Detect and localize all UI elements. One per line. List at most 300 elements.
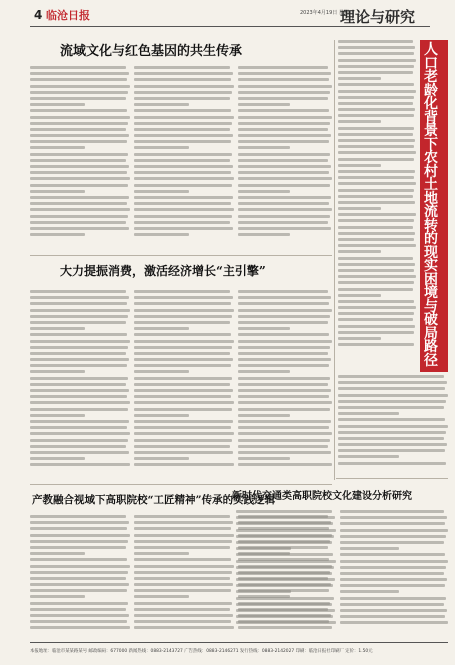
text-line-placeholder [134,552,189,555]
text-line-placeholder [338,288,413,291]
text-line-placeholder [236,572,332,575]
text-line-placeholder [236,560,336,563]
text-line-placeholder [236,529,336,532]
text-line-placeholder [338,201,415,204]
text-line-placeholder [30,165,129,168]
text-line-placeholder [30,383,126,386]
text-line-placeholder [236,590,291,593]
text-line-placeholder [134,408,232,411]
text-line-placeholder [30,346,128,349]
text-line-placeholder [30,451,129,454]
text-line-placeholder [30,401,130,404]
text-line-placeholder [134,583,233,586]
text-line-placeholder [338,127,414,130]
text-line-placeholder [340,615,445,618]
text-line-placeholder [134,202,231,205]
text-line-placeholder [134,414,189,417]
masthead-rule [30,26,430,27]
text-line-placeholder [338,102,413,105]
text-line-placeholder [238,296,331,299]
text-line-placeholder [238,146,290,149]
text-line-placeholder [134,546,230,549]
text-line-placeholder [134,432,234,435]
text-line-placeholder [238,116,332,119]
text-line-placeholder [238,215,330,218]
text-line-placeholder [134,208,234,211]
text-line-placeholder [338,96,414,99]
text-line-placeholder [134,97,230,100]
text-line-placeholder [338,207,381,210]
text-line-placeholder [338,331,414,334]
text-line-placeholder [30,602,128,605]
text-line-placeholder [134,215,232,218]
text-line-placeholder [134,571,232,574]
text-line-placeholder [340,535,446,538]
text-line-placeholder [134,439,232,442]
text-line-placeholder [238,309,332,312]
text-line-placeholder [30,315,128,318]
text-line-placeholder [134,290,230,293]
text-line-placeholder [338,158,414,161]
text-line-placeholder [30,577,126,580]
text-line-placeholder [134,614,233,617]
text-line-placeholder [30,202,127,205]
text-line-placeholder [30,208,130,211]
text-line-placeholder [338,425,448,428]
text-line-placeholder [30,414,85,417]
text-line-placeholder [338,170,415,173]
text-line-placeholder [30,184,128,187]
text-line-placeholder [238,321,328,324]
article-title-5: 人口老龄化背景下农村土地流转的现实困境与破局路径 [424,42,438,369]
text-line-placeholder [238,383,328,386]
text-line-placeholder [30,153,128,156]
text-line-placeholder [134,602,232,605]
divider [30,484,332,485]
text-line-placeholder [338,462,446,465]
text-line-placeholder [30,146,85,149]
text-line-placeholder [30,227,129,230]
divider [336,478,448,479]
text-line-placeholder [134,165,233,168]
text-line-placeholder [30,445,126,448]
text-line-placeholder [338,133,413,136]
text-line-placeholder [238,358,331,361]
text-line-placeholder [30,377,128,380]
article-body-5 [338,40,416,370]
text-line-placeholder [338,151,416,154]
text-line-placeholder [30,432,130,435]
text-line-placeholder [338,443,447,446]
text-line-placeholder [338,232,415,235]
text-line-placeholder [134,315,232,318]
text-line-placeholder [134,116,234,119]
text-line-placeholder [340,578,447,581]
text-line-placeholder [238,227,331,230]
divider [30,255,332,256]
text-line-placeholder [134,233,189,236]
text-line-placeholder [238,420,331,423]
text-line-placeholder [30,620,127,623]
text-line-placeholder [134,190,189,193]
text-line-placeholder [30,395,127,398]
text-line-placeholder [338,455,399,458]
text-line-placeholder [340,597,446,600]
text-line-placeholder [30,608,126,611]
text-line-placeholder [238,432,332,435]
article-body-1 [30,66,130,252]
date-line: 2023年4月19日 星期三 [300,10,354,16]
text-line-placeholder [30,109,127,112]
text-line-placeholder [338,71,413,74]
text-line-placeholder [238,327,290,330]
text-line-placeholder [338,176,414,179]
text-line-placeholder [134,589,231,592]
text-line-placeholder [236,566,334,569]
text-line-placeholder [238,177,332,180]
text-line-placeholder [238,389,331,392]
article-title-4: 新时代交通类高职院校文化建设分析研究 [232,491,412,502]
text-line-placeholder [338,312,414,315]
text-line-placeholder [134,558,231,561]
text-line-placeholder [134,103,189,106]
text-line-placeholder [236,584,333,587]
text-line-placeholder [340,590,399,593]
text-line-placeholder [30,302,127,305]
text-line-placeholder [30,215,128,218]
article-body-3 [30,515,130,635]
article-title-2: 大力提振消费，激活经济增长“主引擎” [60,264,266,278]
text-line-placeholder [30,420,129,423]
text-line-placeholder [338,343,414,346]
text-line-placeholder [30,521,129,524]
text-line-placeholder [338,182,416,185]
text-line-placeholder [238,221,328,224]
text-line-placeholder [30,352,126,355]
text-line-placeholder [134,445,230,448]
text-line-placeholder [238,439,330,442]
text-line-placeholder [338,238,414,241]
text-line-placeholder [30,78,127,81]
text-line-placeholder [134,91,232,94]
text-line-placeholder [134,595,189,598]
text-line-placeholder [30,540,128,543]
text-line-placeholder [134,540,232,543]
text-line-placeholder [30,91,128,94]
text-line-placeholder [30,122,128,125]
text-line-placeholder [238,370,290,373]
text-line-placeholder [338,400,446,403]
text-line-placeholder [238,140,329,143]
text-line-placeholder [30,159,126,162]
text-line-placeholder [30,463,130,466]
text-line-placeholder [338,59,416,62]
text-line-placeholder [340,529,448,532]
text-line-placeholder [30,364,127,367]
text-line-placeholder [338,306,416,309]
text-line-placeholder [338,213,416,216]
article-body-2 [30,290,130,480]
text-line-placeholder [30,221,126,224]
text-line-placeholder [30,552,85,555]
text-line-placeholder [338,250,381,253]
newspaper-logo: 临沧日报 [46,9,90,22]
text-line-placeholder [238,184,330,187]
text-line-placeholder [238,315,330,318]
text-line-placeholder [238,451,331,454]
text-line-placeholder [134,159,230,162]
article-body-3b [134,515,234,635]
text-line-placeholder [236,615,333,618]
text-line-placeholder [30,589,127,592]
article-title-1: 流域文化与红色基因的共生传承 [60,44,243,59]
text-line-placeholder [238,103,290,106]
text-line-placeholder [134,352,230,355]
text-line-placeholder [338,46,415,49]
text-line-placeholder [30,439,128,442]
text-line-placeholder [134,109,231,112]
text-line-placeholder [338,387,445,390]
text-line-placeholder [238,128,328,131]
text-line-placeholder [238,85,332,88]
text-line-placeholder [238,340,332,343]
article-body-2c [238,290,332,480]
text-line-placeholder [340,560,448,563]
text-line-placeholder [238,165,331,168]
text-line-placeholder [134,333,231,336]
text-line-placeholder [134,302,231,305]
text-line-placeholder [134,140,231,143]
text-line-placeholder [134,128,230,131]
text-line-placeholder [30,85,130,88]
text-line-placeholder [30,177,130,180]
text-line-placeholder [134,177,234,180]
text-line-placeholder [134,620,231,623]
text-line-placeholder [338,449,445,452]
text-line-placeholder [30,309,130,312]
text-line-placeholder [338,120,381,123]
article-title-3: 产教融合视域下高职院校“工匠精神”传承的实践逻辑 [32,494,276,506]
text-line-placeholder [238,364,329,367]
text-line-placeholder [340,572,444,575]
text-line-placeholder [134,608,230,611]
text-line-placeholder [338,294,381,297]
text-line-placeholder [338,318,413,321]
text-line-placeholder [134,327,189,330]
text-line-placeholder [340,547,399,550]
text-line-placeholder [338,108,415,111]
text-line-placeholder [134,309,234,312]
text-line-placeholder [238,91,330,94]
text-line-placeholder [30,72,129,75]
article-body-1b [134,66,234,252]
text-line-placeholder [338,114,414,117]
text-line-placeholder [30,171,127,174]
text-line-placeholder [134,321,230,324]
text-line-placeholder [134,370,189,373]
text-line-placeholder [338,437,444,440]
text-line-placeholder [30,595,85,598]
text-line-placeholder [30,296,129,299]
text-line-placeholder [134,134,233,137]
text-line-placeholder [238,196,331,199]
text-line-placeholder [338,300,414,303]
text-line-placeholder [134,153,232,156]
text-line-placeholder [238,202,329,205]
text-line-placeholder [338,90,416,93]
text-line-placeholder [134,227,233,230]
masthead [0,0,455,36]
text-line-placeholder [134,457,189,460]
section-title: 理论与研究 [340,8,416,26]
text-line-placeholder [30,527,127,530]
text-line-placeholder [134,451,233,454]
text-line-placeholder [30,290,126,293]
text-line-placeholder [340,516,447,519]
text-line-placeholder [134,463,234,466]
text-line-placeholder [134,565,234,568]
text-line-placeholder [30,626,130,629]
text-line-placeholder [30,358,129,361]
text-line-placeholder [238,401,332,404]
text-line-placeholder [238,66,328,69]
text-line-placeholder [30,614,129,617]
text-line-placeholder [134,358,233,361]
text-line-placeholder [338,40,413,43]
text-line-placeholder [134,78,231,81]
text-line-placeholder [338,164,381,167]
text-line-placeholder [338,219,414,222]
text-line-placeholder [134,626,234,629]
text-line-placeholder [30,128,126,131]
text-line-placeholder [30,558,127,561]
text-line-placeholder [30,196,129,199]
text-line-placeholder [134,340,234,343]
text-line-placeholder [338,145,414,148]
text-line-placeholder [238,414,290,417]
text-line-placeholder [340,603,444,606]
article-body-1c [238,66,332,252]
text-line-placeholder [30,571,128,574]
text-line-placeholder [134,420,233,423]
text-line-placeholder [340,584,445,587]
text-line-placeholder [236,553,333,556]
text-line-placeholder [338,325,415,328]
text-line-placeholder [236,603,332,606]
text-line-placeholder [134,66,230,69]
text-line-placeholder [236,621,336,624]
text-line-placeholder [338,189,414,192]
text-line-placeholder [338,244,416,247]
text-line-placeholder [340,541,444,544]
text-line-placeholder [134,515,230,518]
text-line-placeholder [338,257,413,260]
text-line-placeholder [30,583,129,586]
text-line-placeholder [338,431,446,434]
text-line-placeholder [134,196,233,199]
text-line-placeholder [238,333,329,336]
text-line-placeholder [340,510,444,513]
text-line-placeholder [134,364,231,367]
text-line-placeholder [134,383,230,386]
text-line-placeholder [238,352,328,355]
text-line-placeholder [30,97,126,100]
text-line-placeholder [238,153,330,156]
text-line-placeholder [238,190,290,193]
text-line-placeholder [340,522,445,525]
text-line-placeholder [30,408,128,411]
text-line-placeholder [338,65,414,68]
text-line-placeholder [30,321,126,324]
text-line-placeholder [134,426,231,429]
text-line-placeholder [30,116,130,119]
text-line-placeholder [338,381,447,384]
text-line-placeholder [238,134,331,137]
page-number: 4 [34,8,43,22]
text-line-placeholder [238,109,329,112]
text-line-placeholder [238,208,332,211]
text-line-placeholder [30,515,126,518]
text-line-placeholder [238,395,329,398]
text-line-placeholder [338,139,415,142]
text-line-placeholder [30,389,129,392]
text-line-placeholder [236,541,332,544]
footer-info: 本报地址：临沧市某某路某号 邮政编码：677000 新闻热线：0883-2143727 广告热线：0883-2146271 发行热线：0883-2142027 印刷：临沧日报社印刷厂 定价：1.50元 [30,649,373,654]
text-line-placeholder [238,78,329,81]
text-line-placeholder [30,190,85,193]
text-line-placeholder [236,609,335,612]
text-line-placeholder [340,609,447,612]
text-line-placeholder [134,171,231,174]
text-line-placeholder [238,408,330,411]
text-line-placeholder [338,275,416,278]
text-line-placeholder [134,577,230,580]
text-line-placeholder [338,375,444,378]
text-line-placeholder [236,535,334,538]
text-line-placeholder [134,534,234,537]
text-line-placeholder [134,389,233,392]
text-line-placeholder [134,521,233,524]
text-line-placeholder [236,510,332,513]
text-line-placeholder [238,463,332,466]
text-line-placeholder [338,263,415,266]
text-line-placeholder [340,566,446,569]
text-line-placeholder [134,395,231,398]
text-line-placeholder [338,337,381,340]
text-line-placeholder [236,522,333,525]
text-line-placeholder [30,134,129,137]
text-line-placeholder [340,553,445,556]
text-line-placeholder [238,426,329,429]
text-line-placeholder [134,184,232,187]
text-line-placeholder [30,426,127,429]
text-line-placeholder [238,159,328,162]
text-line-placeholder [30,233,85,236]
text-line-placeholder [30,546,126,549]
text-line-placeholder [238,445,328,448]
text-line-placeholder [30,327,85,330]
text-line-placeholder [338,281,414,284]
text-line-placeholder [238,346,330,349]
text-line-placeholder [338,77,381,80]
text-line-placeholder [134,122,232,125]
text-line-placeholder [338,195,413,198]
text-line-placeholder [236,578,335,581]
text-line-placeholder [338,83,414,86]
text-line-placeholder [30,333,127,336]
text-line-placeholder [134,72,233,75]
text-line-placeholder [30,457,85,460]
